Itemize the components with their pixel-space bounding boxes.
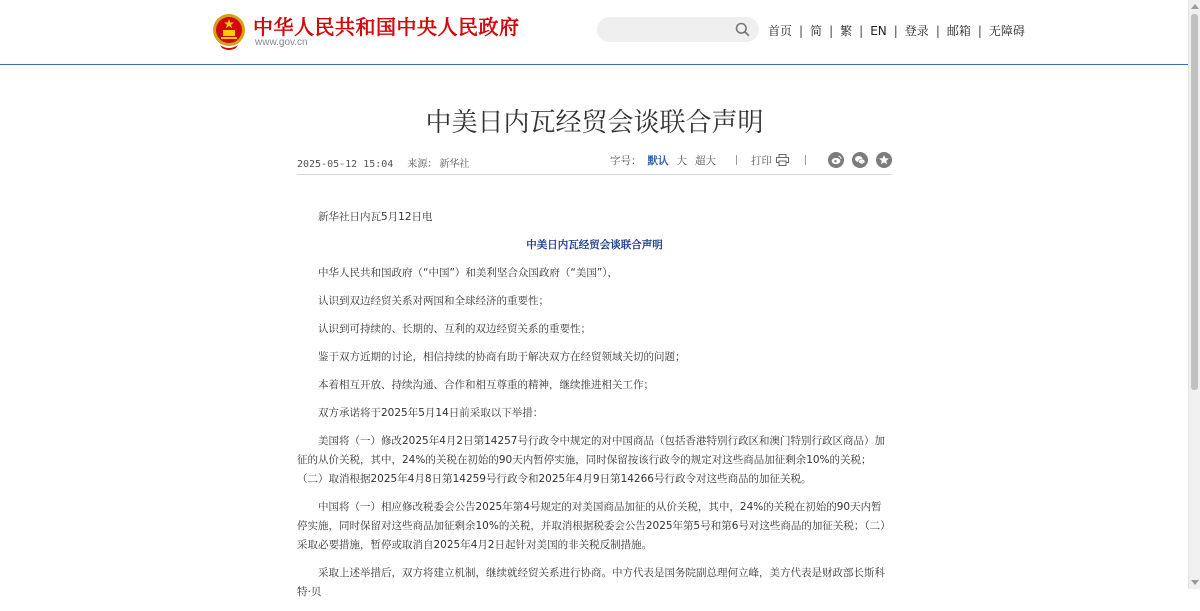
paragraph: 本着相互开放、持续沟通、合作和相互尊重的精神，继续推进相关工作； (318, 379, 654, 391)
paragraph: 鉴于双方近期的讨论，相信持续的协商有助于解决双方在经贸领域关切的问题； (318, 351, 686, 363)
paragraph: 中国将（一）相应修改税委会公告2025年第4号规定的对美国商品加征的从价关税，其中，24%的关税在初始的90天内暂停实施，同时保留对这些商品加征剩余10%的关税，并取消根据税委会公告2025年第5号和第6号对这些商品的加征关税；（二）采取必要措施，暂停或取消自2025年4月2日起针对美国的非关税反制措施。 (297, 501, 891, 551)
article-body (297, 208, 892, 611)
nav-separator: | (977, 23, 982, 38)
meta-divider (736, 155, 737, 165)
nav-separator: | (829, 23, 834, 38)
paragraph: 采取上述举措后，双方将建立机制，继续就经贸关系进行协商。中方代表是国务院副总理何立峰，美方代表是财政部长斯科特·贝 (297, 567, 885, 598)
search-input[interactable] (609, 20, 733, 41)
search-box (597, 17, 759, 42)
paragraph: 美国将（一）修改2025年4月2日第14257号行政令中规定的对中国商品（包括香港特别行政区和澳门特别行政区商品）加征的从价关税，其中，24%的关税在初始的90天内暂停实施，同时保留按该行政令的规定对这些商品加征剩余10%的关税；（二）取消根据2025年4月8日第14259号行政令和2025年4月9日第14266号行政令对这些商品的加征关税。 (297, 435, 885, 485)
print-label: 打印 (751, 154, 772, 167)
dateline: 新华社日内瓦5月12日电 (318, 211, 433, 223)
paragraph: 认识到可持续的、长期的、互利的双边经贸关系的重要性； (318, 323, 591, 335)
site-title[interactable]: 中华人民共和国中央人民政府 (253, 15, 520, 39)
printer-icon (776, 154, 789, 166)
article-meta (297, 152, 892, 175)
print-button[interactable] (751, 153, 789, 168)
nav-english[interactable]: EN (870, 23, 887, 38)
font-size-default[interactable]: 默认 (647, 154, 669, 167)
font-size-xlarge[interactable]: 超大 (695, 154, 716, 167)
nav-home[interactable]: 首页 (768, 24, 793, 38)
font-size-large[interactable]: 大 (676, 154, 687, 167)
paragraph: 双方承诺将于2025年5月14日前采取以下举措： (318, 407, 544, 419)
search-icon[interactable] (735, 22, 750, 37)
scroll-up-arrow-icon[interactable] (1191, 4, 1199, 9)
scroll-down-arrow-icon[interactable] (1191, 580, 1199, 585)
font-size-label: 字号： (610, 154, 642, 167)
national-emblem-icon[interactable] (212, 12, 246, 50)
statement-heading: 中美日内瓦经贸会谈联合声明 (526, 239, 663, 251)
nav-separator: | (859, 23, 864, 38)
scrollbar[interactable] (1188, 0, 1200, 589)
nav-login[interactable]: 登录 (904, 24, 929, 38)
paragraph: 认识到双边经贸关系对两国和全球经济的重要性； (318, 295, 549, 307)
nav-traditional[interactable]: 繁 (840, 24, 853, 38)
nav-separator: | (799, 23, 804, 38)
source-label: 来源： (407, 159, 438, 170)
nav-mail[interactable]: 邮箱 (946, 24, 971, 38)
paragraph: 中华人民共和国政府（“中国”）和美利坚合众国政府（“美国”）， (318, 267, 619, 279)
favorite-icon[interactable] (876, 152, 892, 168)
nav-accessibility[interactable]: 无障碍 (988, 24, 1025, 38)
site-header (0, 0, 1188, 65)
source-name: 新华社 (439, 159, 470, 170)
wechat-icon[interactable] (852, 152, 868, 168)
article-title: 中美日内瓦经贸会谈联合声明 (425, 108, 764, 138)
meta-divider (805, 155, 806, 165)
nav-simplified[interactable]: 简 (810, 24, 823, 38)
site-domain: www.gov.cn (255, 37, 308, 48)
publish-date: 2025-05-12 15:04 (297, 159, 394, 170)
weibo-icon[interactable] (828, 152, 844, 168)
nav-separator: | (935, 23, 940, 38)
nav-separator: | (893, 23, 898, 38)
scroll-thumb[interactable] (1191, 14, 1198, 390)
top-nav (768, 22, 1025, 39)
